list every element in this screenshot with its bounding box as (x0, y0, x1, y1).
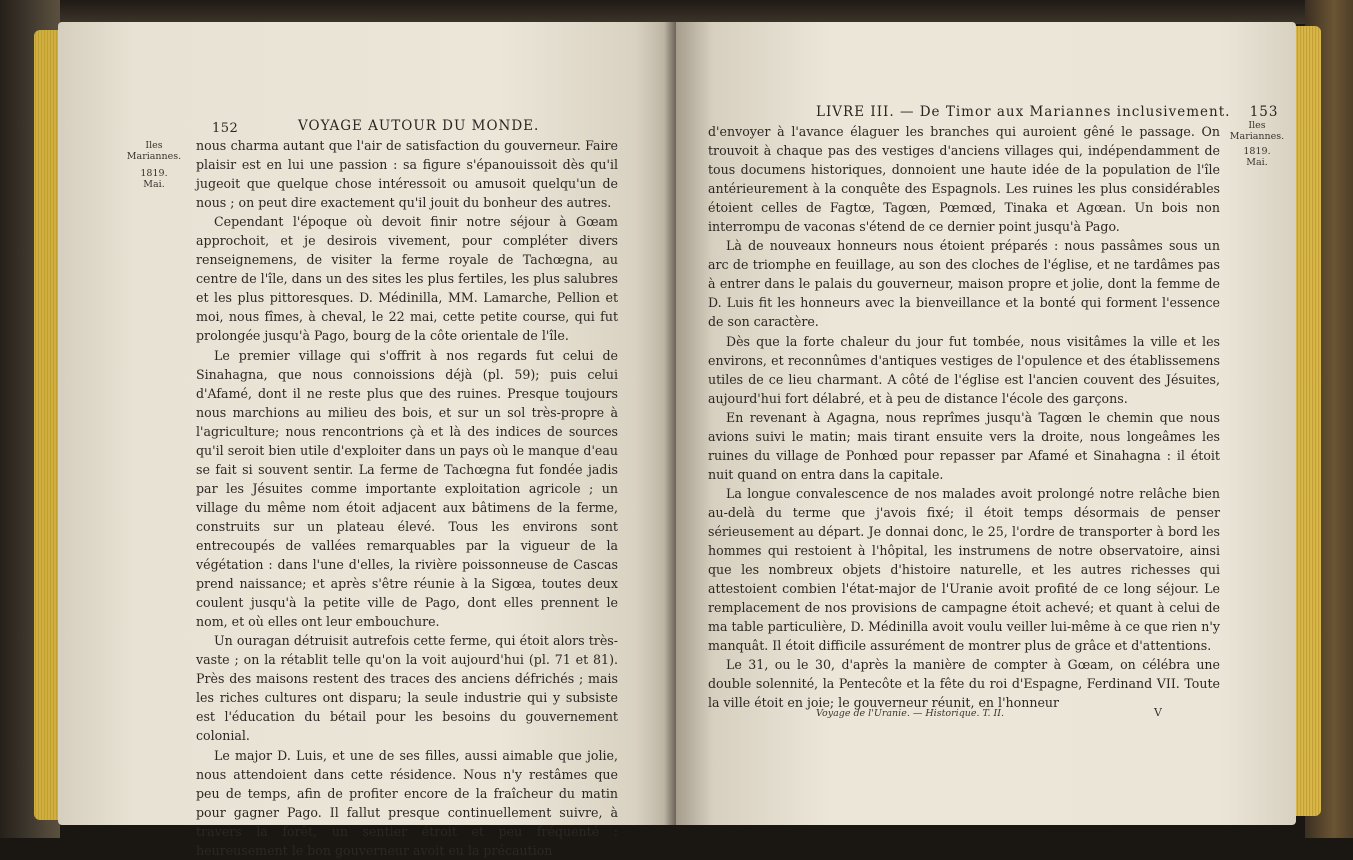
right-running-head (816, 104, 1279, 120)
right-page (676, 22, 1296, 825)
side-note-place: Iles Mariannes. (1229, 120, 1285, 142)
right-side-note (1224, 120, 1290, 168)
paragraph: nous charma autant que l'air de satisfaction du gouverneur. Faire plaisir est en lui une passion : sa figure s'épanouissoit dès qu'il jugeoit que quelque chose intéressoit ou amusoit quelqu'un de nous ; on peut dire exactement qu'il jouit du bonheur des autres. (196, 138, 618, 211)
right-footer-title: Voyage de l'Uranie. — Historique. T. II. (816, 708, 1005, 719)
paragraph: En revenant à Agagna, nous reprîmes jusqu'à Tagœn le chemin que nous avions suivi le matin; mais tirant ensuite vers la droite, nous longeâmes les ruines du village de Ponhœd pour repasser par Afamé et Sinahagna : il étoit nuit quand on entra dans la capitale. (708, 409, 1220, 482)
paragraph: Dès que la forte chaleur du jour fut tombée, nous visitâmes la ville et les environs, et reconnûmes d'antiques vestiges de l'opulence et des établissemens utiles de ce lieu charmant. A côté de l'église est l'ancien couvent des Jésuites, aujourd'hui fort délabré, et à peu de distance l'école des garçons. (708, 333, 1220, 406)
left-side-note (118, 140, 190, 190)
right-body-text (708, 122, 1220, 712)
paragraph: Le premier village qui s'offrit à nos regards fut celui de Sinahagna, que nous connoissions déjà (pl. 59); puis celui d'Afamé, dont il ne reste plus que des ruines. Presque toujours nous marchions au milieu des bois, et sur un sol très-propre à l'agriculture; nous rencontrions çà et là des indices de sources qu'il seroit bien utile d'exploiter dans un pays où le manque d'eau se fait si souvent sentir. La ferme de Tachœgna fut fondée jadis par les Jésuites comme importante exploitation agricole ; un village du même nom étoit adjacent aux bâtimens de la ferme, construits sur un plateau élevé. Tous les environs sont entrecoupés de vallées remarquables par la vigueur de la végétation : dans l'une d'elles, la rivière poissonneuse de Cascas prend naissance; et après s'être réunie à la Sigœa, toutes deux coulent jusqu'à la petite ville de Pago, dont elles prennent le nom, et où elles ont leur embouchure. (196, 347, 618, 630)
right-page-number: 153 (1249, 104, 1279, 120)
paragraph: La longue convalescence de nos malades avoit prolongé notre relâche bien au-delà du terme que j'avois fixé; il étoit temps désormais de penser sérieusement au départ. Je donnai donc, le 25, l'ordre de transporter à bord les hommes qui restoient à l'hôpital, les instrumens de notre observatoire, ainsi que les nombreux objets d'histoire naturelle, et les autres richesses qui attestoient combien l'état-major de l'Uranie avoit profité de ce long séjour. Le remplacement de nos provisions de campagne étoit achevé; et quant à celui de ma table particulière, D. Médinilla avoit voulu veiller lui-même à ce que rien n'y manquât. Il étoit difficile assurément de montrer plus de grâce et d'attentions. (708, 485, 1220, 654)
left-running-head: VOYAGE AUTOUR DU MONDE. (298, 118, 540, 134)
right-footer-signature: V (1154, 706, 1162, 719)
side-note-month: Mai. (143, 179, 165, 190)
right-running-head-text: LIVRE III. — De Timor aux Mariannes inclusivement. (816, 104, 1231, 120)
side-note-year: 1819. (140, 168, 168, 179)
paragraph: Le 31, ou le 30, d'après la manière de compter à Gœam, on célébra une double solennité, la Pentecôte et la fête du roi d'Espagne, Ferdinand VII. Toute la ville étoit en joie; le gouverneur réunit, en l'honneur (708, 657, 1220, 711)
paragraph: Le major D. Luis, et une de ses filles, aussi aimable que jolie, nous attendoient dans cette résidence. Nous n'y restâmes que peu de temps, afin de profiter encore de la fraîcheur du matin pour gagner Pago. Il fallut presque continuellement suivre, à travers la forêt, un sentier étroit et peu fréquenté : heureusement le bon gouverneur avoit eu la précaution (196, 747, 618, 858)
side-note-year: 1819. (1243, 146, 1271, 157)
left-body-text (196, 136, 618, 860)
paragraph: d'envoyer à l'avance élaguer les branches qui auroient gêné le passage. On trouvoit à chaque pas des vestiges d'anciens villages qui, indépendamment de tous documens historiques, donnoient une haute idée de la population de l'île antérieurement à la conquête des Espagnols. Les ruines les plus considérables étoient celles de Fagtœ, Tagœn, Pœmœd, Tinaka et Agœan. Un bois non interrompu de vaconas s'étend de ce dernier point jusqu'à Pago. (708, 124, 1220, 235)
left-page (58, 22, 686, 858)
left-page-number: 152 (212, 121, 239, 136)
gilt-page-edges-right (1293, 26, 1321, 816)
book-cover-top (0, 0, 1353, 24)
side-note-place: Iles Mariannes. (126, 140, 182, 162)
side-note-month: Mai. (1246, 157, 1268, 168)
paragraph: Là de nouveaux honneurs nous étoient préparés : nous passâmes sous un arc de triomphe en feuillage, au son des cloches de l'église, et ne tardâmes pas à entrer dans le palais du gouverneur, maison propre et jolie, dont la femme de D. Luis fit les honneurs avec la bienveillance et la bonté qui forment l'essence de son caractère. (708, 238, 1220, 330)
paragraph: Un ouragan détruisit autrefois cette ferme, qui étoit alors très-vaste ; on la rétablit telle qu'on la voit aujourd'hui (pl. 71 et 81). Près des maisons restent des traces des anciens défrichés ; mais les riches cultures ont disparu; la seule industrie qui y subsiste est l'éducation du bétail pour les besoins du gouvernement colonial. (196, 633, 618, 744)
paragraph: Cependant l'époque où devoit finir notre séjour à Gœam approchoit, et je desirois vivement, pour compléter divers renseignemens, de visiter la ferme royale de Tachœgna, au centre de l'île, dans un des sites les plus fertiles, les plus salubres et les plus pittoresques. D. Médinilla, MM. Lamarche, Pellion et moi, nous fîmes, à cheval, le 22 mai, cette petite course, qui fut prolongée jusqu'à Pago, bourg de la côte orientale de l'île. (196, 214, 619, 344)
